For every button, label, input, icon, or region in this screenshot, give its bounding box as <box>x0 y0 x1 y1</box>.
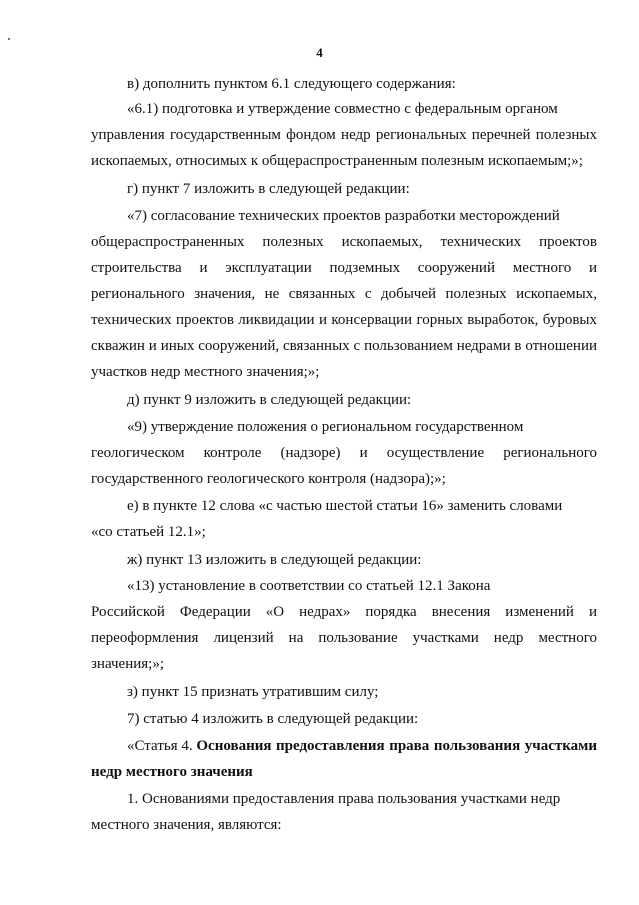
paragraph-line: регионального значения, не связанных с добычей полезных ископаемых, <box>91 286 597 302</box>
paragraph-line: д) пункт 9 изложить в следующей редакции: <box>127 392 412 408</box>
paragraph-line: государственного геологического контроля (надзора);»; <box>91 471 446 487</box>
page-number: 4 <box>316 45 323 60</box>
paragraph-line: з) пункт 15 признать утратившим силу; <box>127 684 379 700</box>
paragraph-line: 7) статью 4 изложить в следующей редакции: <box>127 711 419 727</box>
article-title-continuation: недр местного значения <box>91 764 253 780</box>
article-number: «Статья 4. <box>127 738 197 754</box>
paragraph-line: значения;»; <box>91 656 165 672</box>
paragraph-line: «9) утверждение положения о региональном государственном <box>127 419 524 435</box>
paragraph-line: строительства и эксплуатации подземных сооружений местного и <box>91 260 597 276</box>
paragraph-line: участков недр местного значения;»; <box>91 364 320 380</box>
paragraph-line: ископаемых, относимых к общераспространенным полезным ископаемым;»; <box>91 153 583 169</box>
paragraph-line: е) в пункте 12 слова «с частью шестой статьи 16» заменить словами <box>127 498 563 514</box>
paragraph-line: управления государственным фондом недр региональных перечней полезных <box>91 127 597 143</box>
paragraph-line: переоформления лицензий на пользование участками недр местного <box>91 630 597 646</box>
paragraph-line: ж) пункт 13 изложить в следующей редакции: <box>127 552 422 568</box>
paragraph-line: общераспространенных полезных ископаемых, технических проектов <box>91 234 597 250</box>
paragraph-line: «7) согласование технических проектов разработки месторождений <box>127 208 560 224</box>
paragraph-line: геологическом контроле (надзоре) и осуществление регионального <box>91 445 597 461</box>
paragraph-line: 1. Основаниями предоставления права пользования участками недр <box>127 791 561 807</box>
paragraph-line: «со статьей 12.1»; <box>91 524 206 540</box>
paragraph-line: в) дополнить пунктом 6.1 следующего содержания: <box>127 76 456 92</box>
scan-speck <box>8 38 10 40</box>
paragraph-line: местного значения, являются: <box>91 817 282 833</box>
article-heading-line <box>127 737 597 755</box>
paragraph-line: технических проектов ликвидации и консервации горных выработок, буровых <box>91 312 597 328</box>
paragraph-line: Российской Федерации «О недрах» порядка внесения изменений и <box>91 604 597 620</box>
paragraph-line: скважин и иных сооружений, связанных с пользованием недрами в отношении <box>91 338 597 354</box>
paragraph-line: «13) установление в соответствии со статьей 12.1 Закона <box>127 578 491 594</box>
article-title: Основания предоставления права пользования участками <box>196 738 597 754</box>
paragraph-line: г) пункт 7 изложить в следующей редакции: <box>127 181 410 197</box>
paragraph-line: «6.1) подготовка и утверждение совместно с федеральным органом <box>127 101 558 117</box>
